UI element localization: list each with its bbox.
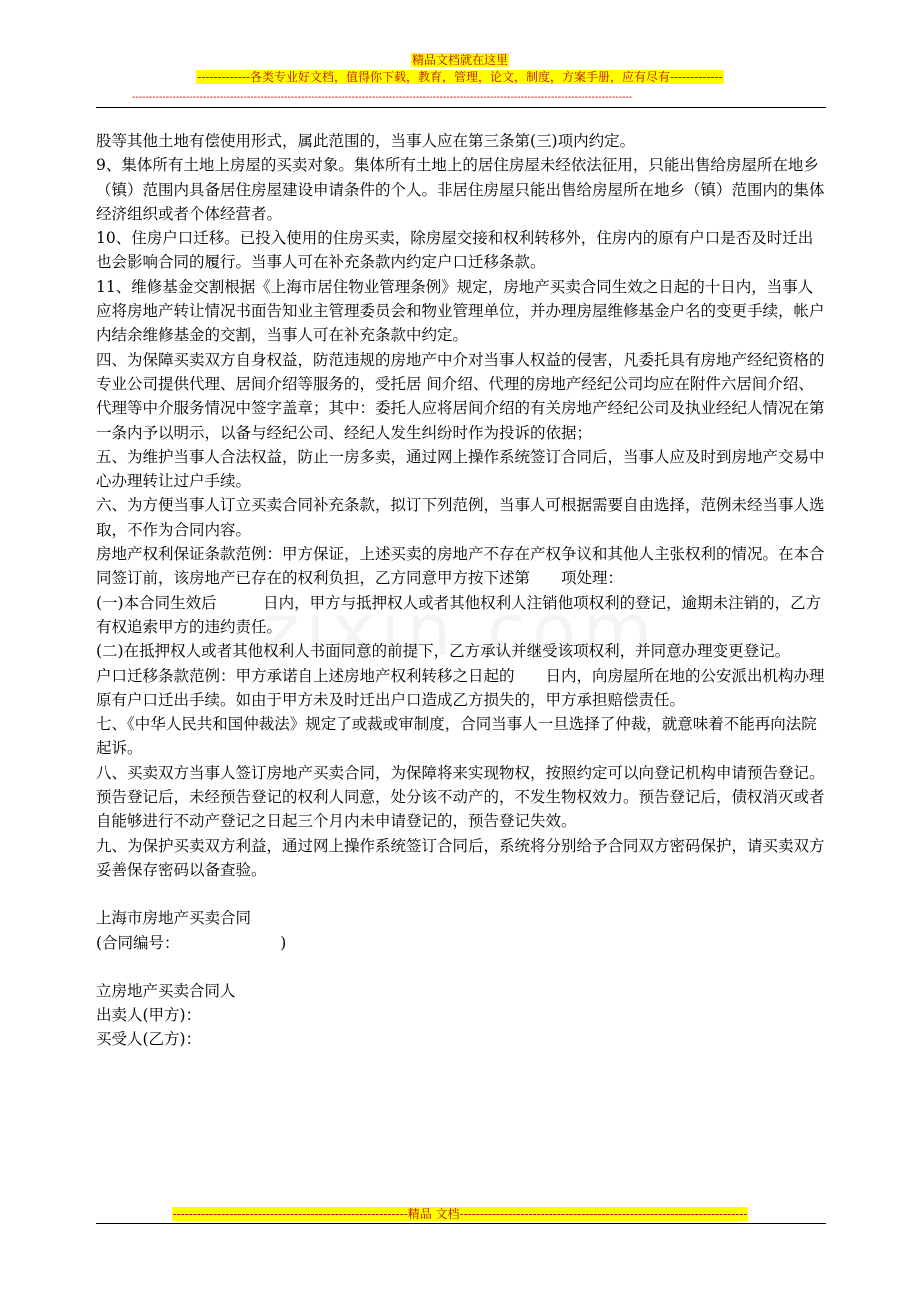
paragraph: 八、买卖双方当事人签订房地产买卖合同，为保障将来实现物权，按照约定可以向登记机构申请预告登记。预告登记后，未经预告登记的权利人同意，处分该不动产的，不发生物权效力。预告登记后，债权消灭或者自能够进行不动产登记之日起三个月内未申请登记的，预告登记失效。 — [96, 763, 825, 831]
header-title: 精品文档就在这里 — [411, 53, 508, 67]
paragraph: 股等其他土地有偿使用形式，属此范围的，当事人应在第三条第(三)项内约定。 — [96, 132, 636, 150]
seller-line: 出卖人(甲方)： — [96, 1006, 202, 1025]
paragraph: 五、为维护当事人合法权益，防止一房多卖，通过网上操作系统签订合同后，当事人应及时到房地产交易中心办理转让过户手续。 — [96, 447, 825, 491]
paragraph: 四、为保障买卖双方自身权益，防范违规的房地产中介对当事人权益的侵害，凡委托具有房地产经纪资格的专业公司提供代理、居间介绍等服务的，受托居 间介绍、代理的房地产经纪公司均应在附件六居间介绍、代理等中介服务情况中签字盖章；其中：委托人应将居间介绍的有关房地产经纪公司及执业经纪人情况在第一条内予以明示，以备与经纪公司、经纪人发生纠纷时作为投诉的依据； — [96, 350, 825, 442]
page-footer — [136, 1206, 784, 1222]
paragraph: (一)本合同生效后 日内，甲方与抵押权人或者其他权利人注销他项权利的登记，逾期未注销的，乙方有权追索甲方的违约责任。 — [96, 593, 822, 636]
footer-text: ----------------------------------------------------------精品 文档----------------------------------------------------------------------- — [172, 1207, 748, 1221]
paragraph: 户口迁移条款范例：甲方承诺自上述房地产权利转移之日起的 日内，向房屋所在地的公安派出机构办理原有户口迁出手续。如由于甲方未及时迁出户口造成乙方损失的，甲方承担赔偿责任。 — [96, 666, 825, 709]
paragraph: 房地产权利保证条款范例：甲方保证，上述买卖的房地产不存在产权争议和其他人主张权利的情况。在本合同签订前，该房地产已存在的权利负担，乙方同意甲方按下述第 项处理： — [96, 545, 825, 588]
page-header — [0, 52, 920, 86]
paragraph: 10、住房户口迁移。已投入使用的住房买卖，除房屋交接和权利转移外，住房内的原有户口是否及时迁出也会影响合同的履行。当事人可在补充条款内约定户口迁移条款。 — [96, 229, 814, 272]
header-divider — [96, 107, 826, 108]
header-subtitle: -------------各类专业好文档，值得你下载，教育，管理，论文，制度，方案手册，应有尽有------------- — [197, 70, 723, 84]
paragraph: 六、为方便当事人订立买卖合同补充条款，拟订下列范例，当事人可根据需要自由选择，范例未经当事人选取，不作为合同内容。 — [96, 496, 825, 539]
contract-number: (合同编号： ) — [96, 933, 287, 952]
paragraph: 七、《中华人民共和国仲裁法》规定了或裁或审制度，合同当事人一旦选择了仲裁，就意味着不能再向法院起诉。 — [96, 715, 817, 758]
footer-divider — [96, 1223, 826, 1224]
blank-line — [96, 882, 826, 906]
blank-line — [96, 955, 826, 979]
header-dash-line: ---------------------------------------------------------------------------------------------------------------------------------------------------- — [132, 92, 633, 103]
paragraph: 11、维修基金交割根据《上海市居住物业管理条例》规定，房地产买卖合同生效之日起的十日内，当事人应将房地产转让情况书面告知业主管理委员会和物业管理单位，并办理房屋维修基金户名的变更手续，帐户内结余维修基金的交割，当事人可在补充条款中约定。 — [96, 277, 825, 345]
contract-title: 上海市房地产买卖合同 — [96, 909, 252, 928]
paragraph: 9、集体所有土地上房屋的买卖对象。集体所有土地上的居住房屋未经依法征用，只能出售给房屋所在地乡（镇）范围内具备居住房屋建设申请条件的个人。非居住房屋只能出售给房屋所在地乡（镇）范围内的集体经济组织或者个体经营者。 — [96, 156, 825, 223]
document-body — [96, 129, 826, 1052]
parties-heading: 立房地产买卖合同人 — [96, 981, 236, 1000]
buyer-line: 买受人(乙方)： — [96, 1030, 202, 1049]
paragraph: 九、为保护买卖双方利益，通过网上操作系统签订合同后，系统将分别给予合同双方密码保护，请买卖双方妥善保存密码以备查验。 — [96, 836, 825, 879]
paragraph: (二)在抵押权人或者其他权利人书面同意的前提下，乙方承认并继受该项权利，并同意办理变更登记。 — [96, 642, 791, 661]
